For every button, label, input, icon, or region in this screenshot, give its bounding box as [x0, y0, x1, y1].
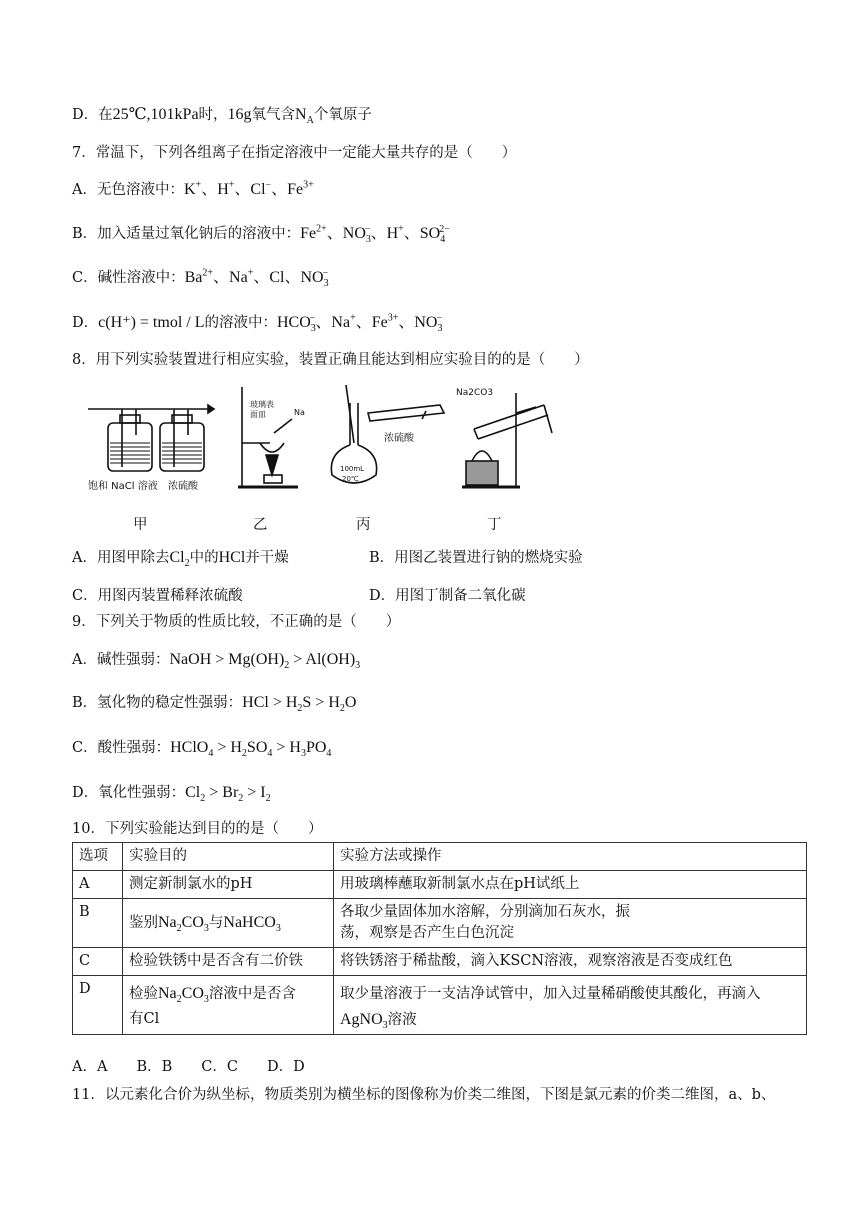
- q7-option-d: D．c(H⁺) = tmol / L的溶液中：$HCO_3^-$、Na+、$Fe^{3+}$、$NO_3^-$: [72, 312, 443, 335]
- label-bing-flask: 100mL: [340, 465, 365, 473]
- table-row: B 鉴别$Na_2CO_3$与NaHCO$_3$ 各取少量固体加水溶解，分别滴加石灰水，振 荡，观察是否产生白色沉淀: [73, 899, 807, 948]
- q7-option-c: C．碱性溶液中：$Ba^{2+}$、Na+、Cl、$NO_3^-$: [72, 267, 329, 290]
- q8-option-a: A．用图甲除去$Cl_2$中的HCl并干燥: [72, 549, 289, 570]
- q7-stem: 7．常温下，下列各组离子在指定溶液中一定能大量共存的是（ ）: [72, 145, 517, 161]
- caption-bing: 丙: [356, 517, 371, 533]
- header-method: 实验方法或操作: [334, 843, 807, 871]
- q8-stem: 8．用下列实验装置进行相应实验，装置正确且能达到相应实验目的的是（ ）: [72, 352, 589, 368]
- q11-stem: 11．以元素化合价为纵坐标，物质类别为横坐标的图像称为价类二维图，下图是氯元素的价类二维图，a、b、: [72, 1087, 776, 1103]
- label-jia-left: 饱和 NaCl 溶液: [88, 481, 158, 492]
- q8-option-d: D．用图丁制备二氧化碳: [369, 588, 526, 604]
- table-header-row: [73, 843, 807, 871]
- q9-option-c: C．酸性强弱：HClO$_4$ > $H_2SO_4 > H_3PO_4$: [72, 739, 332, 760]
- q10-answer-options: A．A B．B C．C D．D: [72, 1059, 305, 1075]
- label-yi-na: Na: [294, 408, 305, 417]
- q9-option-d: D．氧化性强弱：$Cl_2 > Br_2 > I_2$: [72, 784, 271, 805]
- q9-stem: 9．下列关于物质的性质比较，不正确的是（ ）: [72, 614, 401, 630]
- label-bing-acid: 浓硫酸: [384, 433, 414, 444]
- table-row: C 检验铁锈中是否含有二价铁 将铁锈溶于稀盐酸，滴入KSCN溶液，观察溶液是否变成红色: [73, 948, 807, 976]
- table-row: D 检验$Na_2CO_3$溶液中是否含 有Cl 取少量溶液于一支洁净试管中，加入过量稀硝酸使其酸化，再滴入 AgNO$_3$溶液: [73, 976, 807, 1035]
- label-yi-top: 玻璃表: [250, 400, 274, 409]
- q9-option-a: A．碱性强弱：NaOH > $Mg(OH)_2 > Al(OH)_3$: [72, 651, 361, 672]
- caption-ding: 丁: [487, 517, 502, 533]
- q8-option-b: B．用图乙装置进行钠的燃烧实验: [369, 550, 583, 566]
- header-purpose: 实验目的: [123, 843, 334, 871]
- q10-stem: 10．下列实验能达到目的的是（ ）: [72, 821, 323, 837]
- caption-jia: 甲: [133, 517, 148, 533]
- caption-yi: 乙: [253, 517, 268, 533]
- q8-option-c: C．用图丙装置稀释浓硫酸: [72, 588, 243, 604]
- label-jia-right: 浓硫酸: [168, 481, 198, 492]
- q7-option-b: B．加入适量过氧化钠后的溶液中：$Fe^{2+}$、$NO_3^-$、H+、$SO_4^{2-}$: [72, 223, 450, 246]
- q7-option-a: A．无色溶液中：K+、H+、Cl−、$Fe^{3+}$: [72, 179, 314, 198]
- figure-ding: [462, 393, 552, 487]
- q10-table: [72, 842, 807, 1035]
- figure-jia: [88, 405, 214, 471]
- q6-option-d: D．在25℃,101kPa时，16g氧气含$N_A$个氧原子: [72, 106, 372, 127]
- table-row: A 测定新制氯水的pH 用玻璃棒蘸取新制氯水点在pH试纸上: [73, 871, 807, 899]
- label-yi-top2: 面皿: [250, 410, 266, 419]
- label-bing-temp: 20℃: [342, 475, 359, 483]
- q9-option-b: B．氢化物的稳定性强弱：HCl > $H_2S > H_2O$: [72, 694, 357, 715]
- label-ding-top: Na2CO3: [456, 388, 494, 398]
- q8-apparatus-figures: [88, 383, 568, 495]
- header-option: 选项: [73, 843, 123, 871]
